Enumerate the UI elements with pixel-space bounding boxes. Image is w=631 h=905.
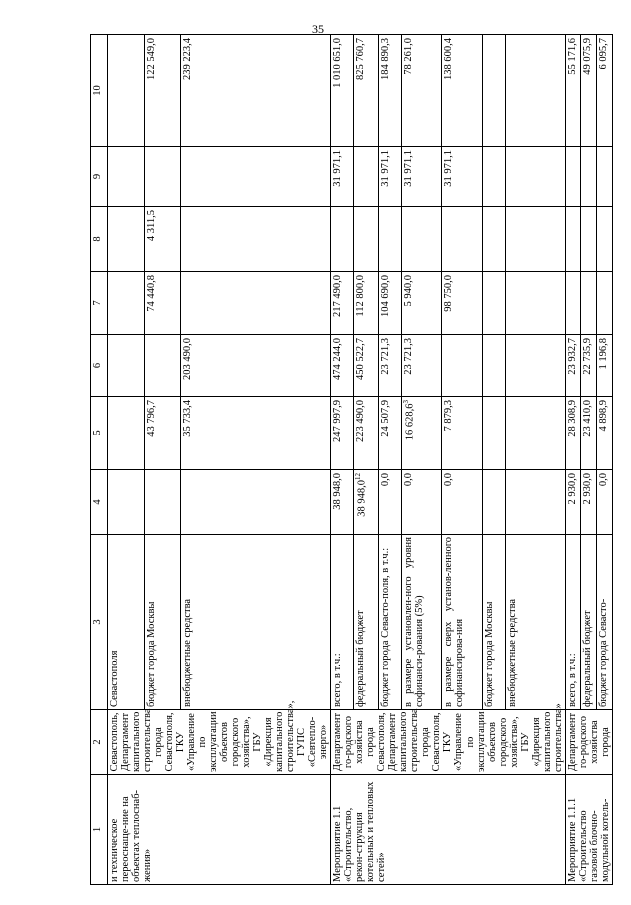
value-cell: 24 507,9 [379, 397, 402, 470]
value-cell [181, 207, 331, 272]
value-cell: 28 308,9 [565, 397, 581, 470]
value-cell: 23 721,3 [401, 335, 442, 397]
funding-source: Севастополя [108, 535, 145, 710]
value-cell [505, 35, 565, 147]
funding-source: бюджет города Севасто- [597, 535, 613, 710]
value-cell: 4 311,5 [144, 207, 181, 272]
header-cell: 8 [91, 207, 108, 272]
value-cell: 450 522,7 [354, 335, 379, 397]
value-cell [597, 207, 613, 272]
value-cell [565, 147, 581, 207]
value-cell [401, 397, 442, 470]
footnote-mark: 12 [354, 473, 362, 480]
value-text: 16 628,6 [404, 403, 416, 441]
value-cell: 184 890,3 [379, 35, 402, 147]
value-cell [108, 335, 145, 397]
value-cell [565, 272, 581, 335]
header-cell: 10 [91, 35, 108, 147]
value-cell [505, 207, 565, 272]
value-cell [108, 272, 145, 335]
value-cell [181, 147, 331, 207]
funding-source: в размере сверх установ-ленного софинансирова-ния [442, 535, 483, 710]
value-cell: 23 721,3 [379, 335, 402, 397]
value-cell [354, 147, 379, 207]
value-cell [482, 335, 505, 397]
value-cell [379, 207, 402, 272]
value-cell: 43 796,7 [144, 397, 181, 470]
header-row [91, 35, 108, 885]
table-row [331, 35, 354, 885]
value-cell: 2 930,0 [581, 470, 597, 535]
value-cell [482, 470, 505, 535]
header-cell: 9 [91, 147, 108, 207]
funding-source: в размере установлен-ного уровня софинанси-рования (5%) [401, 535, 442, 710]
funding-source: бюджет города Москвы [144, 535, 181, 710]
value-cell [482, 272, 505, 335]
value-cell: 0,0 [401, 470, 442, 535]
value-cell [108, 147, 145, 207]
value-text: 38 948,0 [356, 480, 368, 517]
value-cell: 31 971,1 [331, 147, 354, 207]
header-cell: 1 [91, 775, 108, 885]
header-cell: 4 [91, 470, 108, 535]
value-cell: 7 879,3 [442, 397, 483, 470]
value-cell: 38 948,0 [331, 470, 354, 535]
value-cell: 2 930,0 [565, 470, 581, 535]
value-cell: 31 971,1 [379, 147, 402, 207]
value-cell [597, 147, 613, 207]
value-cell [442, 207, 483, 272]
responsible-executor: Департамент го-родского хозяйства города [565, 710, 612, 775]
value-cell: 98 750,0 [442, 272, 483, 335]
value-cell [108, 35, 145, 147]
value-cell: 5 940,0 [401, 272, 442, 335]
value-cell: 122 549,0 [144, 35, 181, 147]
rotated-table-page [90, 35, 628, 885]
activity-name: Мероприятие 1.1 «Строительство, рекон-струкция котельных и тепловых сетей» [331, 775, 565, 885]
funding-source: всего, в т.ч.: [331, 535, 354, 710]
header-cell: 3 [91, 535, 108, 710]
value-cell: 4 898,9 [597, 397, 613, 470]
value-cell [581, 207, 597, 272]
value-cell: 825 760,7 [354, 35, 379, 147]
value-cell [597, 272, 613, 335]
funding-source: внебюджетные средства [181, 535, 331, 710]
value-cell [565, 207, 581, 272]
value-cell [505, 470, 565, 535]
value-cell: 74 440,8 [144, 272, 181, 335]
value-cell [108, 470, 145, 535]
value-cell [482, 35, 505, 147]
funding-source: бюджет города Севасто-поля, в т.ч.: [379, 535, 402, 710]
value-cell [144, 335, 181, 397]
funding-source: бюджет города Москвы [482, 535, 505, 710]
value-cell: 31 971,1 [442, 147, 483, 207]
value-cell [482, 207, 505, 272]
header-cell: 2 [91, 710, 108, 775]
responsible-executor: Департамент го-родского хозяйства города Севастополя, Департамент капитального строительства города Севастополя, ГКУ «Управление по эксплуатации объектов городского хозяйства», ГБУ «Дирекция капитального строительства» [331, 710, 565, 775]
value-cell: 0,0 [379, 470, 402, 535]
value-cell: 104 690,0 [379, 272, 402, 335]
header-cell: 5 [91, 397, 108, 470]
table-row [565, 35, 581, 885]
value-cell: 0,0 [442, 470, 483, 535]
value-cell [354, 470, 379, 535]
value-cell: 474 244,0 [331, 335, 354, 397]
value-cell [482, 397, 505, 470]
value-cell [505, 147, 565, 207]
funding-source: федеральный бюджет [581, 535, 597, 710]
value-cell [144, 147, 181, 207]
value-cell [401, 207, 442, 272]
table-row [108, 35, 145, 885]
responsible-executor: Севастополь, Департамент капитального строительства города Севастополя, ГКУ «Управление по эксплуатации объектов городского хозяйства», ГБУ «Дирекция капитального строительства», ГУПС «Севтепло-энерго» [108, 710, 331, 775]
activity-name: и техническое переоснаще-ние на объектах теплоснаб-жения» [108, 775, 331, 885]
value-cell [505, 335, 565, 397]
funding-source: всего, в т.ч.: [565, 535, 581, 710]
value-cell: 1 010 651,0 [331, 35, 354, 147]
value-cell: 35 733,4 [181, 397, 331, 470]
header-cell: 6 [91, 335, 108, 397]
value-cell [482, 147, 505, 207]
value-cell: 138 600,4 [442, 35, 483, 147]
value-cell: 31 971,1 [401, 147, 442, 207]
value-cell: 23 410,0 [581, 397, 597, 470]
value-cell: 78 261,0 [401, 35, 442, 147]
value-cell: 6 095,7 [597, 35, 613, 147]
budget-table [90, 34, 613, 885]
value-cell: 49 075,9 [581, 35, 597, 147]
funding-source: федеральный бюджет [354, 535, 379, 710]
value-cell: 239 223,4 [181, 35, 331, 147]
value-cell: 23 932,7 [565, 335, 581, 397]
value-cell [442, 335, 483, 397]
value-cell [181, 272, 331, 335]
page-number: 35 [312, 22, 324, 36]
value-cell [108, 207, 145, 272]
funding-source: внебюджетные средства [505, 535, 565, 710]
value-cell [108, 397, 145, 470]
value-cell: 217 490,0 [331, 272, 354, 335]
value-cell: 247 997,9 [331, 397, 354, 470]
value-cell [144, 470, 181, 535]
value-cell [505, 272, 565, 335]
value-cell: 203 490,0 [181, 335, 331, 397]
value-cell: 55 171,6 [565, 35, 581, 147]
value-cell [181, 470, 331, 535]
value-cell [505, 397, 565, 470]
value-cell: 0,0 [597, 470, 613, 535]
value-cell: 112 800,0 [354, 272, 379, 335]
value-cell: 1 196,8 [597, 335, 613, 397]
footnote-mark: 3 [401, 400, 410, 404]
activity-name: Мероприятие 1.1.1 «Строительство газовой блочно-модульной котель- [565, 775, 612, 885]
value-cell [331, 207, 354, 272]
value-cell [581, 272, 597, 335]
value-cell [354, 207, 379, 272]
value-cell: 223 490,0 [354, 397, 379, 470]
value-cell: 22 735,9 [581, 335, 597, 397]
value-cell [581, 147, 597, 207]
header-cell: 7 [91, 272, 108, 335]
